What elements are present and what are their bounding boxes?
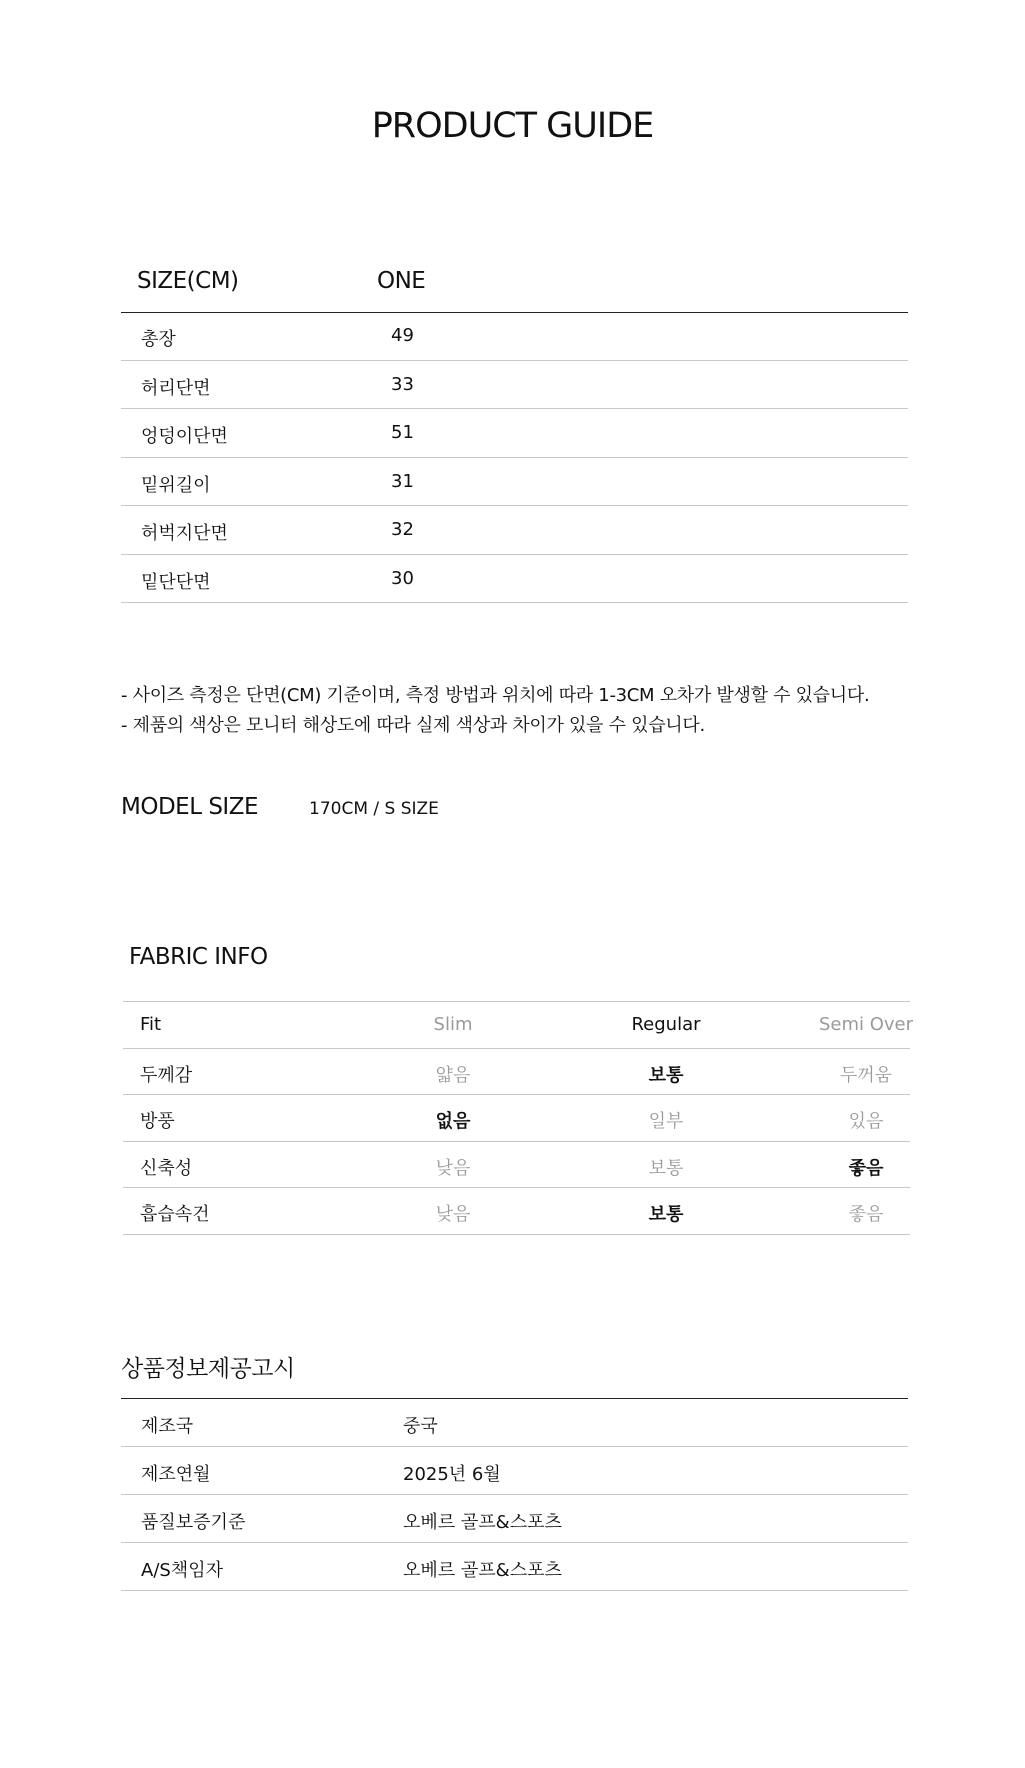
notice-row: [121, 1447, 908, 1495]
size-table-header: [121, 264, 908, 313]
fabric-row-label: 흡습속건: [140, 1204, 210, 1225]
notice-value: 오베르 골프&스포츠: [403, 1560, 562, 1581]
size-row-value: 31: [391, 470, 414, 492]
fabric-row-label: 두께감: [140, 1064, 193, 1086]
size-row-value: 30: [391, 567, 414, 589]
size-row: [121, 312, 908, 361]
notice-key: 제조연월: [141, 1464, 211, 1485]
fabric-option: 낮음: [435, 1204, 471, 1225]
notice-row: [121, 1543, 908, 1591]
fabric-option: 보통: [648, 1064, 684, 1086]
fabric-row: [123, 1142, 910, 1189]
size-row-label: 허리단면: [141, 377, 211, 399]
fabric-option: 일부: [648, 1111, 684, 1132]
fabric-row: [123, 1095, 910, 1142]
color-note: - 제품의 색상은 모니터 해상도에 따라 실제 색상과 차이가 있을 수 있습니다.: [121, 715, 705, 736]
size-row-value: 49: [391, 325, 414, 346]
size-row-label: 엉덩이단면: [141, 426, 228, 447]
size-row: [121, 361, 908, 410]
fabric-option: 얇음: [435, 1064, 471, 1086]
fabric-info-title: FABRIC INFO: [129, 944, 268, 970]
notice-row: [121, 1495, 908, 1543]
fabric-header-option: Regular: [631, 1014, 701, 1035]
notice-key: A/S책임자: [141, 1560, 223, 1581]
size-row-value: 32: [391, 519, 414, 540]
fabric-table: [123, 1001, 914, 1235]
size-row: [121, 409, 908, 458]
notice-key: 품질보증기준: [141, 1512, 246, 1533]
fabric-option: 보통: [648, 1157, 684, 1179]
model-size-value: 170CM / S SIZE: [309, 799, 439, 819]
size-row: [121, 555, 908, 604]
fabric-option: 낮음: [435, 1157, 471, 1179]
size-row-label: 허벅지단면: [141, 523, 228, 544]
size-row-label: 밑위길이: [141, 474, 211, 496]
notice-key: 제조국: [141, 1416, 194, 1437]
size-row-value: 51: [391, 422, 414, 443]
size-header-value: ONE: [377, 268, 426, 294]
fabric-header-option: Semi Over: [818, 1014, 914, 1035]
fabric-option: 좋음: [848, 1204, 884, 1225]
size-row-label: 밑단단면: [141, 571, 211, 593]
fabric-row-label: 방풍: [140, 1111, 175, 1132]
size-header-label: SIZE(CM): [137, 268, 239, 294]
fabric-row: [123, 1188, 910, 1235]
fabric-row: [123, 1049, 910, 1096]
notice-value: 2025년 6월: [403, 1464, 501, 1485]
size-table: [121, 312, 908, 603]
size-row-value: 33: [391, 373, 414, 395]
fabric-option: 두꺼움: [839, 1064, 893, 1086]
notice-row: [121, 1399, 908, 1447]
product-notice-title: 상품정보제공고시: [121, 1356, 295, 1382]
fabric-option: 없음: [435, 1111, 471, 1132]
size-row-label: 총장: [141, 329, 176, 350]
fabric-header-row: [123, 1002, 914, 1049]
page-title: PRODUCT GUIDE: [371, 106, 654, 146]
fabric-option: 있음: [848, 1111, 884, 1132]
notice-value: 중국: [403, 1416, 438, 1437]
fabric-option: 보통: [648, 1204, 684, 1225]
product-notice-table: [121, 1398, 908, 1591]
size-row: [121, 458, 908, 507]
notice-value: 오베르 골프&스포츠: [403, 1512, 562, 1533]
size-notes: [121, 681, 869, 741]
model-size-label: MODEL SIZE: [121, 794, 258, 820]
fabric-row-label: 신축성: [140, 1157, 193, 1179]
fabric-header-option: Slim: [433, 1014, 473, 1035]
size-note: - 사이즈 측정은 단면(CM) 기준이며, 측정 방법과 위치에 따라 1-3CM 오차가 발생할 수 있습니다.: [121, 685, 870, 706]
size-row: [121, 506, 908, 555]
fabric-option: 좋음: [848, 1157, 884, 1179]
fabric-header-label: Fit: [140, 1014, 162, 1035]
